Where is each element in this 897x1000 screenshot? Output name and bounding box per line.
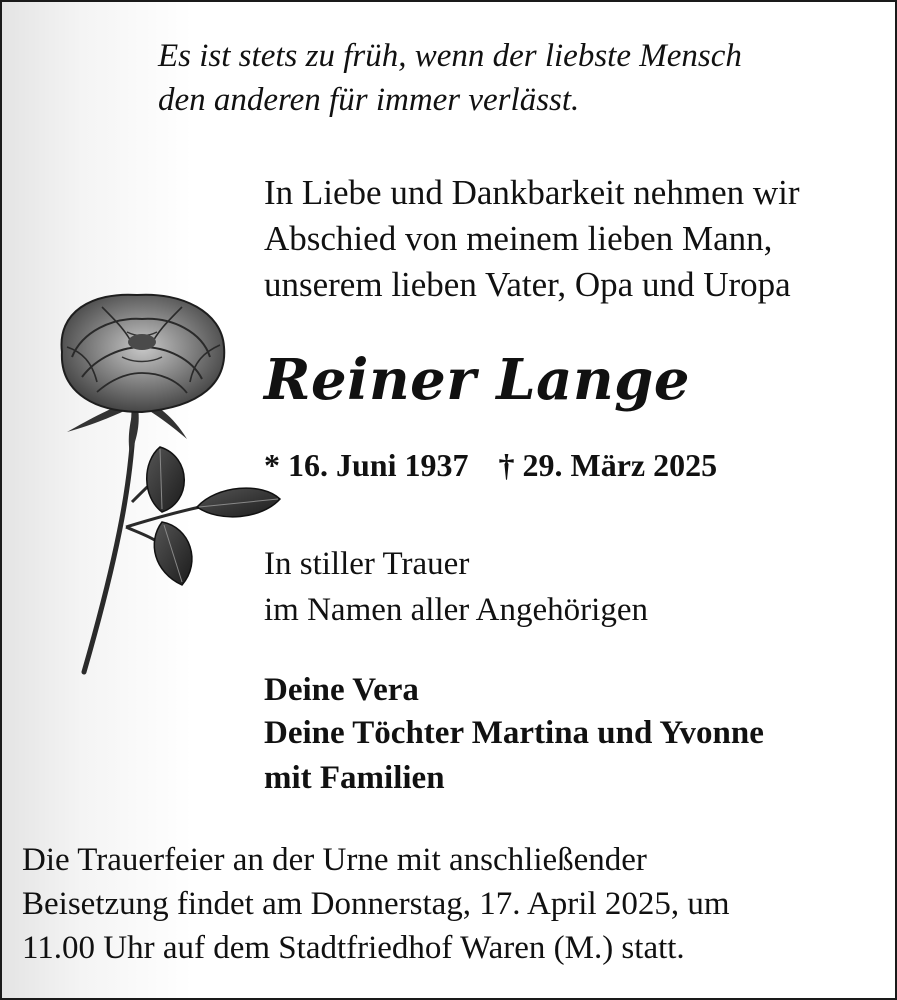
family-line-1: Deine Vera — [264, 672, 419, 708]
ceremony-line-3: 11.00 Uhr auf dem Stadtfriedhof Waren (M.) statt. — [22, 930, 685, 966]
death-date: † 29. März 2025 — [498, 447, 718, 483]
intro-line-3: unserem lieben Vater, Opa und Uropa — [264, 265, 791, 304]
rose-icon — [42, 287, 282, 677]
family-line-3: mit Familien — [264, 760, 445, 796]
ceremony-line-1: Die Trauerfeier an der Urne mit anschließender — [22, 842, 647, 878]
intro-line-2: Abschied von meinem lieben Mann, — [264, 219, 773, 258]
mourning-line-1: In stiller Trauer — [264, 546, 470, 582]
mourning-line-2: im Namen aller Angehörigen — [264, 592, 648, 628]
life-dates — [264, 449, 717, 481]
quote-line-2: den anderen für immer verlässt. — [158, 82, 580, 118]
deceased-name: Reiner Lange — [264, 347, 690, 413]
birth-date: * 16. Juni 1937 — [264, 447, 469, 483]
intro-line-1: In Liebe und Dankbarkeit nehmen wir — [264, 173, 800, 212]
family-line-2: Deine Töchter Martina und Yvonne — [264, 715, 764, 751]
ceremony-line-2: Beisetzung findet am Donnerstag, 17. April 2025, um — [22, 886, 730, 922]
quote-line-1: Es ist stets zu früh, wenn der liebste Mensch — [158, 38, 742, 74]
